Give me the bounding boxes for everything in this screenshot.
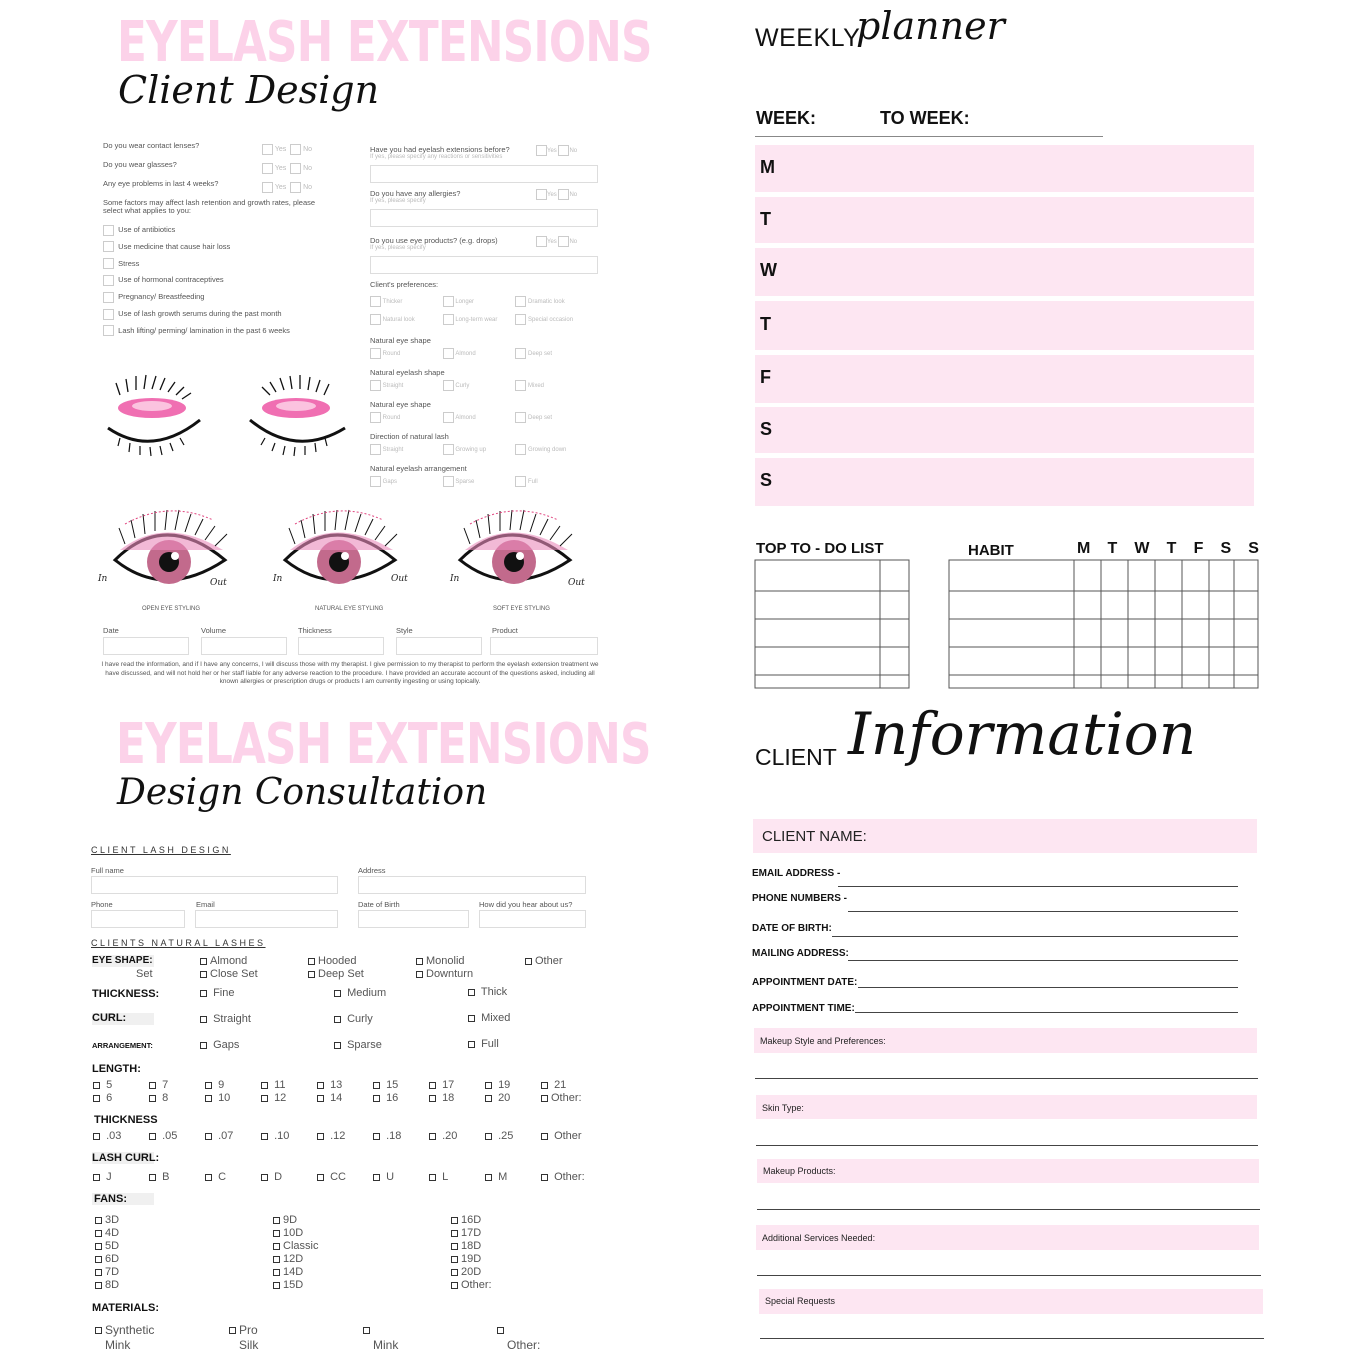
thickness-option[interactable]: Fine bbox=[200, 987, 234, 999]
eye-stylings bbox=[95, 500, 605, 620]
materials-options[interactable]: Synthetic Mink Pro Silk Mink Other: bbox=[95, 1323, 607, 1353]
no-checkbox[interactable] bbox=[290, 144, 301, 155]
day-row-monday[interactable] bbox=[755, 145, 1254, 192]
product-label: Product bbox=[492, 626, 518, 635]
yes-checkbox[interactable] bbox=[262, 144, 273, 155]
lash-curl-label: LASH CURL: bbox=[92, 1152, 160, 1164]
week-label: WEEK: bbox=[756, 108, 816, 128]
factor-item[interactable]: Stress bbox=[103, 256, 290, 273]
additional-services-label: Additional Services Needed: bbox=[762, 1233, 876, 1243]
natural-attributes: Natural eye shape Round Almond Deep set Natural eyelash shape Straight Curly Mixed Natural eye shape Round Almond Deep set Direction of natural lash Straight Growing up Growing down Natural eyelash arrangement Gaps Sparse Full bbox=[370, 336, 567, 486]
factor-item[interactable]: Use of antibiotics bbox=[103, 222, 290, 239]
question-hint: If yes, please specify bbox=[370, 245, 426, 251]
special-requests-label: Special Requests bbox=[765, 1296, 836, 1306]
curl-option[interactable]: Straight bbox=[200, 1013, 251, 1025]
skin-type-section bbox=[756, 1095, 1257, 1119]
email-label: EMAIL ADDRESS - bbox=[752, 868, 841, 879]
day-label: M bbox=[760, 157, 775, 177]
in-label: In bbox=[273, 574, 283, 584]
thickness-option[interactable]: Medium bbox=[334, 987, 386, 999]
answer-field[interactable] bbox=[370, 209, 598, 227]
yes-checkbox[interactable] bbox=[262, 163, 273, 174]
eye-shape-extra: Set bbox=[136, 968, 153, 980]
eye-shape-options[interactable]: Monolid Downturn bbox=[416, 955, 473, 981]
curl-label: CURL: bbox=[92, 1012, 127, 1024]
yes-no-pair: Yes No bbox=[536, 236, 577, 247]
special-requests-line[interactable] bbox=[760, 1338, 1264, 1339]
week-underline bbox=[755, 136, 1103, 137]
factor-item[interactable]: Pregnancy/ Breastfeeding bbox=[103, 289, 290, 306]
no-checkbox[interactable] bbox=[558, 145, 569, 156]
appointment-time-line[interactable] bbox=[855, 1012, 1238, 1013]
thickness-label: Thickness bbox=[298, 626, 332, 635]
no-checkbox[interactable] bbox=[290, 163, 301, 174]
style-field[interactable] bbox=[396, 637, 482, 655]
habit-days: M T W T F S S bbox=[1077, 540, 1259, 557]
no-checkbox[interactable] bbox=[290, 182, 301, 193]
appointment-time-label: APPOINTMENT TIME: bbox=[752, 1003, 855, 1014]
referral-field[interactable] bbox=[479, 910, 586, 928]
email-field[interactable] bbox=[195, 910, 338, 928]
address-field[interactable] bbox=[358, 876, 586, 894]
styling-caption: NATURAL EYE STYLING bbox=[315, 606, 384, 612]
factor-item[interactable]: Lash lifting/ perming/ lamination in the past 6 weeks bbox=[103, 323, 290, 340]
question-eye-products: Do you use eye products? (e.g. drops) bbox=[370, 236, 498, 245]
page-title: EYELASH EXTENSIONS bbox=[117, 10, 652, 75]
phone-label: Phone bbox=[91, 900, 113, 909]
todo-title: TOP TO - DO LIST bbox=[756, 540, 884, 557]
skin-type-line[interactable] bbox=[756, 1145, 1258, 1146]
fullname-label: Full name bbox=[91, 866, 124, 875]
date-label: Date bbox=[103, 626, 119, 635]
product-field[interactable] bbox=[490, 637, 598, 655]
no-checkbox[interactable] bbox=[558, 189, 569, 200]
thickness-size-options[interactable]: .03 .05 .07 .10 .12 .18 .20 .25 Other bbox=[93, 1130, 597, 1142]
planner-title-b: planner bbox=[856, 4, 1005, 48]
materials-label: MATERIALS: bbox=[92, 1302, 160, 1314]
curl-option[interactable]: Curly bbox=[334, 1013, 373, 1025]
info-title-b: Information bbox=[848, 700, 1197, 768]
thickness-option[interactable]: Thick bbox=[468, 986, 507, 998]
arrangement-label: ARRANGEMENT: bbox=[92, 1041, 153, 1050]
day-label: S bbox=[760, 419, 773, 439]
yes-no-pair: Yes No bbox=[536, 189, 577, 200]
out-label: Out bbox=[391, 574, 408, 584]
day-row-thursday[interactable] bbox=[755, 301, 1254, 350]
eye-shape-options[interactable]: Almond Close Set bbox=[200, 955, 258, 981]
skin-type-label: Skin Type: bbox=[762, 1103, 804, 1113]
day-label: S bbox=[760, 470, 773, 490]
mailing-address-line[interactable] bbox=[848, 960, 1238, 961]
address-label: Address bbox=[358, 866, 386, 875]
section-client-lash-design: CLIENT LASH DESIGN bbox=[91, 845, 231, 855]
date-field[interactable] bbox=[103, 637, 189, 655]
habit-title: HABIT bbox=[968, 542, 1014, 559]
factors-list bbox=[103, 222, 290, 340]
day-label: W bbox=[760, 260, 777, 280]
styling-caption: SOFT EYE STYLING bbox=[493, 606, 550, 612]
style-label: Style bbox=[396, 626, 413, 635]
length-label: LENGTH: bbox=[92, 1063, 141, 1075]
volume-label: Volume bbox=[201, 626, 227, 635]
question-allergies: Do you have any allergies? bbox=[370, 189, 461, 198]
email-label: Email bbox=[196, 900, 215, 909]
styling-caption: OPEN EYE STYLING bbox=[142, 606, 201, 612]
fans-options[interactable]: 3D 4D 5D 6D 7D 8D 9D 10D Classic 12D 14D 15D 16D 17D 18D 19D 20D Other: bbox=[95, 1214, 629, 1292]
eye-shape-options[interactable]: Other bbox=[525, 955, 563, 968]
day-label: F bbox=[760, 367, 771, 387]
day-label: T bbox=[760, 314, 771, 334]
yes-no-pair: Yes No bbox=[536, 145, 577, 156]
email-line[interactable] bbox=[838, 886, 1238, 887]
additional-services-line[interactable] bbox=[757, 1275, 1261, 1276]
factors-intro: Some factors may affect lash retention and growth rates, please select what applies to you: bbox=[103, 198, 316, 215]
in-label: In bbox=[450, 574, 460, 584]
makeup-style-line[interactable] bbox=[755, 1078, 1258, 1079]
to-week-label: TO WEEK: bbox=[880, 108, 970, 128]
question-contacts: Do you wear contact lenses? bbox=[103, 141, 200, 150]
consent-disclaimer: I have read the information, and if I have any concerns, I will discuss those with my therapist. I give permission to my therapist to perform the eyelash extension treatment we have discussed, and will not hold her or her staff liable for any adverse reaction to the procedure. I have provided an accurate account of the questions asked, including all known allergies or prescription drugs or products I am currently ingesting or using topically. bbox=[101, 661, 599, 685]
answer-field[interactable] bbox=[370, 165, 598, 183]
answer-field[interactable] bbox=[370, 256, 598, 274]
in-label: In bbox=[98, 574, 108, 584]
script-subtitle: Design Consultation bbox=[117, 772, 488, 813]
info-title-a: CLIENT bbox=[755, 744, 837, 770]
mailing-address-label: MAILING ADDRESS: bbox=[752, 948, 849, 959]
thickness-label: THICKNESS: bbox=[92, 988, 160, 1000]
dob-label: Date of Birth bbox=[358, 900, 400, 909]
arrangement-option[interactable]: Full bbox=[468, 1038, 499, 1050]
day-row-friday[interactable] bbox=[755, 355, 1254, 403]
fullname-field[interactable] bbox=[91, 876, 338, 894]
out-label: Out bbox=[568, 578, 585, 588]
no-checkbox[interactable] bbox=[558, 236, 569, 247]
client-name-label: CLIENT NAME: bbox=[762, 828, 867, 845]
day-row-tuesday[interactable] bbox=[755, 197, 1254, 243]
day-label: T bbox=[760, 209, 771, 229]
phone-label: PHONE NUMBERS - bbox=[752, 893, 848, 904]
script-subtitle: Client Design bbox=[118, 68, 380, 112]
preferences-label: Client's preferences: bbox=[370, 280, 439, 289]
preferences-options: Thicker Longer Dramatic look Natural look Long-term wear Special occasion bbox=[370, 293, 573, 329]
arrangement-option[interactable]: Sparse bbox=[334, 1039, 382, 1051]
day-row-wednesday[interactable] bbox=[755, 248, 1254, 296]
dob-label: DATE OF BIRTH: bbox=[752, 923, 832, 934]
fans-label: FANS: bbox=[94, 1193, 127, 1205]
dob-field[interactable] bbox=[358, 910, 469, 928]
section-natural-lashes: CLIENTS NATURAL LASHES bbox=[91, 938, 266, 948]
thickness-size-label: THICKNESS bbox=[94, 1114, 158, 1126]
makeup-products-line[interactable] bbox=[757, 1209, 1260, 1210]
factor-item[interactable]: Use of lash growth serums during the past month bbox=[103, 306, 290, 323]
out-label: Out bbox=[210, 578, 227, 588]
yes-checkbox[interactable] bbox=[536, 236, 547, 247]
factor-item[interactable]: Use of hormonal contraceptives bbox=[103, 272, 290, 289]
dob-line[interactable] bbox=[832, 936, 1238, 937]
question-hint: If yes, please specify any reactions or sensitivities bbox=[370, 154, 503, 160]
question-eye-problems: Any eye problems in last 4 weeks? bbox=[103, 179, 219, 188]
arrangement-option[interactable]: Gaps bbox=[200, 1039, 239, 1051]
yes-checkbox[interactable] bbox=[536, 145, 547, 156]
yes-checkbox[interactable] bbox=[536, 189, 547, 200]
yes-checkbox[interactable] bbox=[262, 182, 273, 193]
page-title: EYELASH EXTENSIONS bbox=[116, 712, 651, 777]
phone-line[interactable] bbox=[848, 911, 1238, 912]
makeup-products-label: Makeup Products: bbox=[763, 1166, 836, 1176]
appointment-date-line[interactable] bbox=[858, 987, 1238, 988]
yes-no-column: Yes No Yes No Yes No bbox=[262, 140, 312, 197]
open-eyes-illustration bbox=[95, 500, 605, 605]
eye-shape-options[interactable]: Hooded Deep Set bbox=[308, 955, 364, 981]
length-options[interactable]: 5 6 7 8 9 10 11 12 13 14 15 16 17 18 19 20 21 Other: bbox=[93, 1079, 597, 1105]
volume-field[interactable] bbox=[201, 637, 287, 655]
closed-eyes-illustration bbox=[100, 370, 350, 460]
todo-habit-grid[interactable] bbox=[754, 559, 1260, 689]
makeup-style-label: Makeup Style and Preferences: bbox=[760, 1036, 886, 1046]
eye-shape-label: EYE SHAPE: bbox=[92, 955, 153, 966]
question-extensions-before: Have you had eyelash extensions before? bbox=[370, 145, 510, 154]
day-row-sunday[interactable] bbox=[755, 458, 1254, 506]
question-glasses: Do you wear glasses? bbox=[103, 160, 177, 169]
appointment-date-label: APPOINTMENT DATE: bbox=[752, 977, 858, 988]
curl-option[interactable]: Mixed bbox=[468, 1012, 510, 1024]
referral-label: How did you hear about us? bbox=[479, 900, 573, 909]
question-hint: If yes, please specify bbox=[370, 198, 426, 204]
thickness-field[interactable] bbox=[298, 637, 384, 655]
factor-item[interactable]: Use medicine that cause hair loss bbox=[103, 239, 290, 256]
planner-title-a: WEEKLY bbox=[755, 24, 861, 52]
phone-field[interactable] bbox=[91, 910, 185, 928]
lash-curl-options[interactable]: J B C D CC U L M Other: bbox=[93, 1171, 597, 1183]
day-row-saturday[interactable] bbox=[755, 407, 1254, 453]
